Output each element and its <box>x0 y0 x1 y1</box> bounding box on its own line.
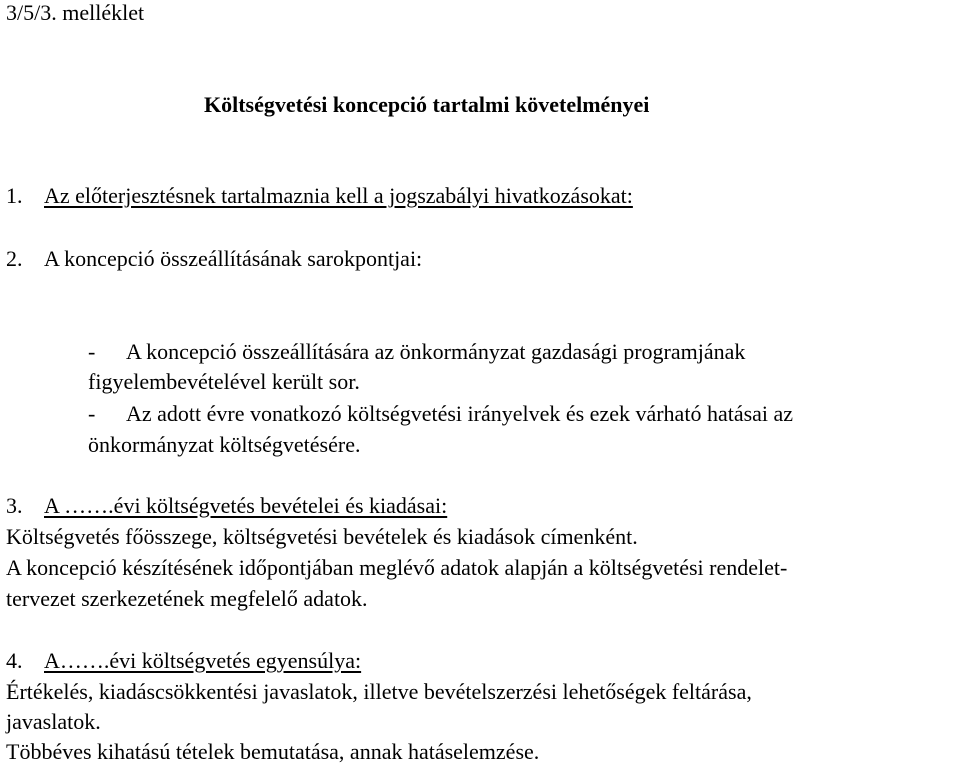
list-item-text: Az adott évre vonatkozó költségvetési irányelvek és ezek várható hatásai az <box>126 401 794 426</box>
section-3-heading <box>6 493 447 519</box>
list-item <box>88 339 745 365</box>
section-2-heading <box>6 246 422 272</box>
paragraph-line: Többéves kihatású tételek bemutatása, annak hatáselemzése. <box>6 739 540 764</box>
section-number: 1. <box>6 183 23 208</box>
list-item-continuation: figyelembevételével került sor. <box>88 369 360 394</box>
paragraph-line: Költségvetés főösszege, költségvetési bevételek és kiadások címenként. <box>6 524 638 549</box>
section-heading-text: A koncepció összeállításának sarokpontjai: <box>44 246 423 271</box>
section-1-heading <box>6 183 633 209</box>
list-dash: - <box>88 339 96 364</box>
paragraph-line: javaslatok. <box>6 709 101 734</box>
paragraph-line: tervezet szerkezetének megfelelő adatok. <box>6 586 368 611</box>
paragraph-line: Értékelés, kiadáscsökkentési javaslatok, illetve bevételszerzési lehetőségek feltárása, <box>6 679 752 704</box>
document-title: Költségvetési koncepció tartalmi követelményei <box>204 92 650 117</box>
section-number: 2. <box>6 246 23 271</box>
section-number: 3. <box>6 493 23 518</box>
section-heading-text: A…….évi költségvetés egyensúlya: <box>44 648 362 673</box>
list-item-text: A koncepció összeállítására az önkormányzat gazdasági programjának <box>126 339 746 364</box>
paragraph-line: A koncepció készítésének időpontjában meglévő adatok alapján a költségvetési rendelet- <box>6 555 788 580</box>
section-number: 4. <box>6 648 23 673</box>
section-4-heading <box>6 648 361 674</box>
section-heading-text: A …….évi költségvetés bevételei és kiadásai: <box>44 493 448 518</box>
list-item-continuation: önkormányzat költségvetésére. <box>88 432 361 457</box>
section-heading-text: Az előterjesztésnek tartalmaznia kell a jogszabályi hivatkozásokat: <box>44 183 633 208</box>
list-dash: - <box>88 401 96 426</box>
list-item <box>88 401 793 427</box>
annex-label: 3/5/3. melléklet <box>6 0 145 25</box>
